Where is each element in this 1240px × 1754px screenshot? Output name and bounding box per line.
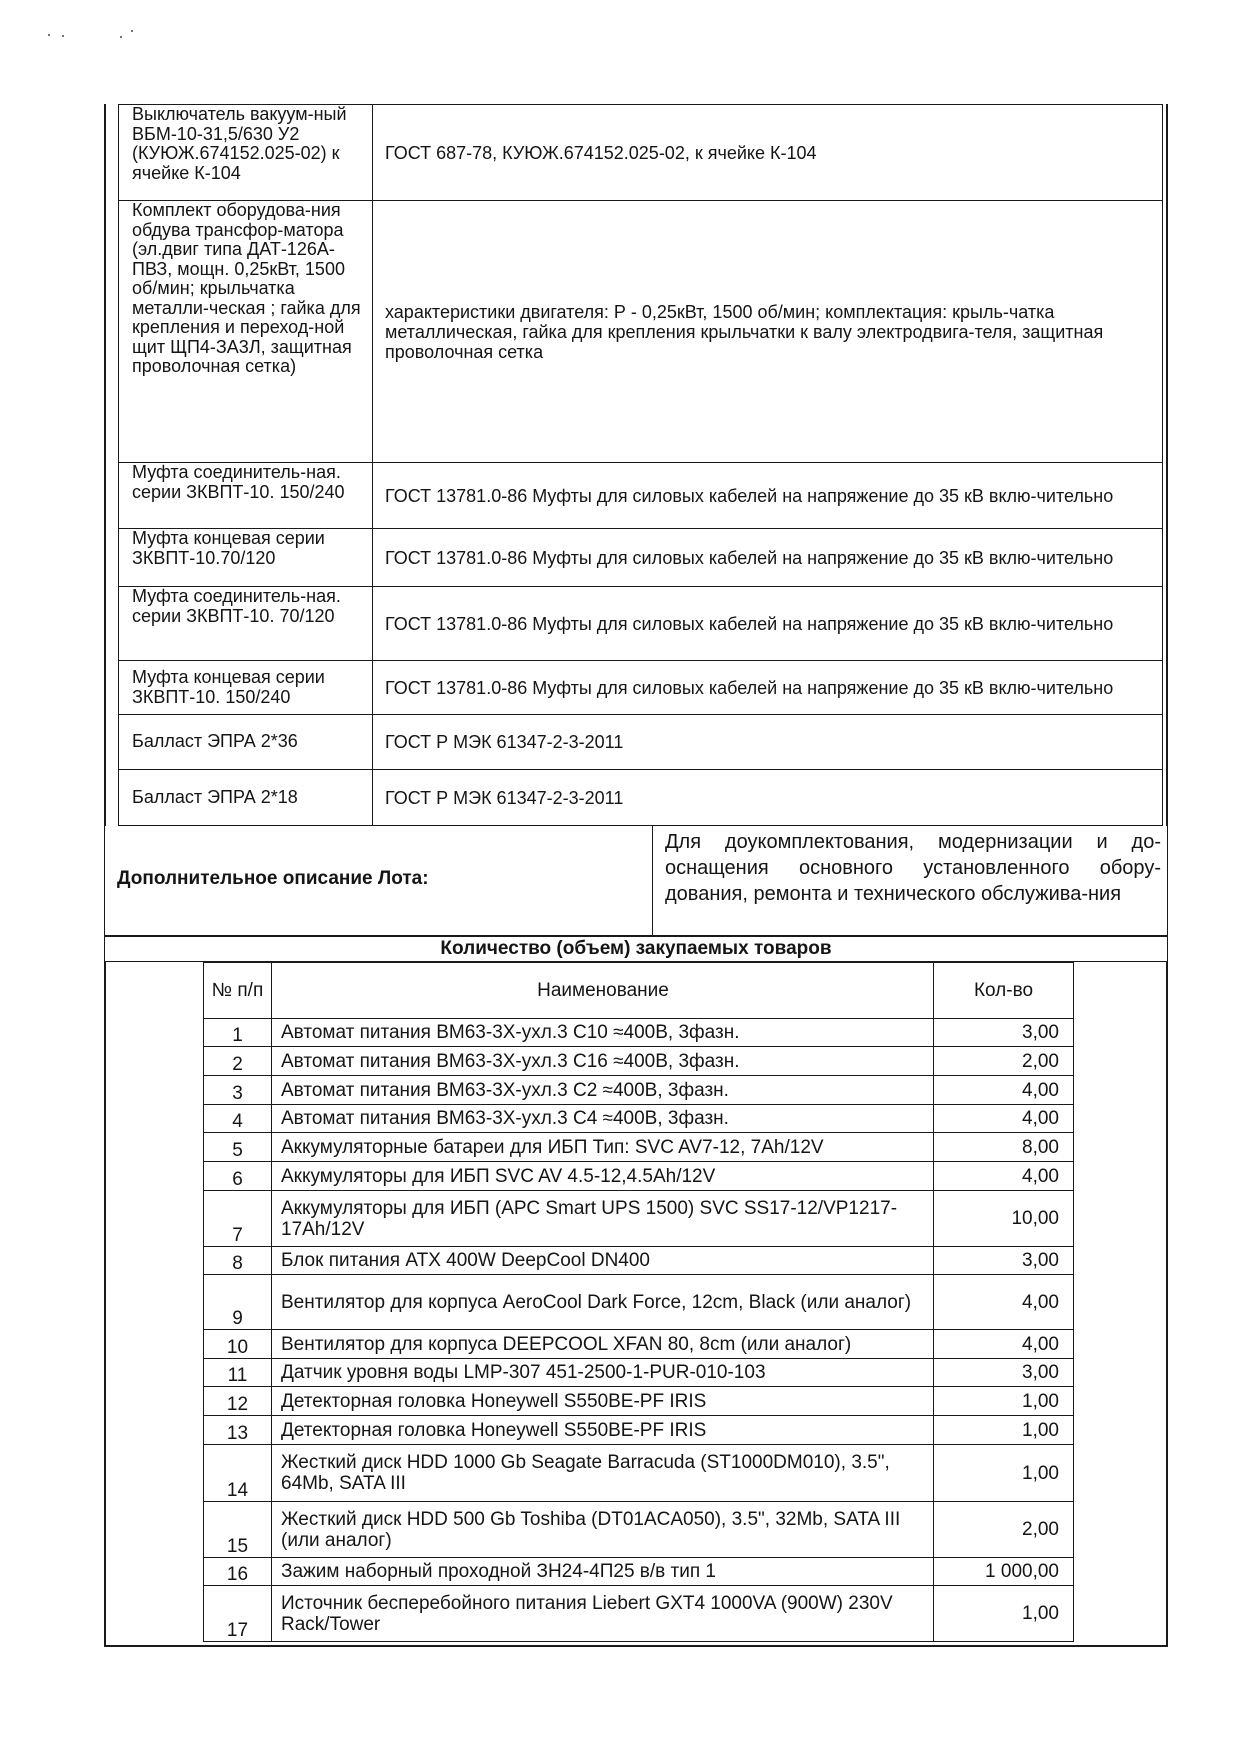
item-quantity: 4,00 (934, 1275, 1074, 1330)
item-name: Аккумуляторы для ИБП (АРС Smart UPS 1500) SVC SS17-12/VP1217-17Ah/12V (272, 1191, 934, 1247)
item-number: 17 (204, 1586, 272, 1642)
spec-name: Балласт ЭПРА 2*18 (119, 770, 373, 826)
item-name: Источник бесперебойного питания Liebert GXT4 1000VA (900W) 230V Rack/Tower (272, 1586, 934, 1642)
item-name: Детекторная головка Honeywell S550BE-PF IRIS (272, 1387, 934, 1416)
scan-speck (120, 36, 122, 38)
item-quantity: 3,00 (934, 1359, 1074, 1387)
item-name: Автомат питания ВМ63-3Х-ухл.3 С2 ≈400В, 3фазн. (272, 1076, 934, 1105)
item-number: 1 (204, 1019, 272, 1047)
item-quantity: 3,00 (934, 1019, 1074, 1047)
item-quantity: 1 000,00 (934, 1558, 1074, 1586)
page-frame-left (104, 962, 106, 1646)
spec-name: Муфта соединитель-ная. серии ЗКВПТ-10. 150/240 (119, 463, 373, 529)
spec-requirement: ГОСТ 687-78, КУЮЖ.674152.025-02, к ячейке К-104 (373, 105, 1163, 201)
table-row (204, 1191, 1074, 1247)
lot-description-label: Дополнительное описание Лота: (117, 868, 429, 889)
item-number: 5 (204, 1133, 272, 1162)
item-name: Детекторная головка Honeywell S550BE-PF IRIS (272, 1416, 934, 1445)
spec-row (119, 661, 1163, 715)
item-name: Вентилятор для корпуса AeroCool Dark Force, 12cm, Black (или аналог) (272, 1275, 934, 1330)
item-number: 6 (204, 1162, 272, 1191)
spec-row (119, 715, 1163, 770)
spec-row (119, 105, 1163, 201)
spec-name: Муфта соединитель-ная. серии ЗКВПТ-10. 70/120 (119, 587, 373, 661)
item-name: Жесткий диск HDD 500 Gb Toshiba (DT01ACA050), 3.5", 32Mb, SATA III (или аналог) (272, 1502, 934, 1558)
item-name: Датчик уровня воды LMP-307 451-2500-1-PUR-010-103 (272, 1359, 934, 1387)
table-row (204, 1359, 1074, 1387)
item-name: Автомат питания ВМ63-3Х-ухл.3 С4 ≈400В, 3фазн. (272, 1105, 934, 1133)
spec-requirement: ГОСТ 13781.0-86 Муфты для силовых кабелей на напряжение до 35 кВ вклю-чительно (373, 661, 1163, 715)
table-row (204, 1076, 1074, 1105)
header-name: Наименование (272, 963, 934, 1019)
table-row (204, 1416, 1074, 1445)
spec-requirement: ГОСТ 13781.0-86 Муфты для силовых кабелей на напряжение до 35 кВ вклю-чительно (373, 529, 1163, 587)
item-name: Аккумуляторные батареи для ИБП Тип: SVC AV7-12, 7Ah/12V (272, 1133, 934, 1162)
item-number: 4 (204, 1105, 272, 1133)
spec-name: Муфта концевая серии ЗКВПТ-10. 150/240 (119, 661, 373, 715)
item-quantity: 8,00 (934, 1133, 1074, 1162)
table-row (204, 1019, 1074, 1047)
item-quantity: 1,00 (934, 1416, 1074, 1445)
item-number: 16 (204, 1558, 272, 1586)
table-row (204, 1445, 1074, 1502)
item-quantity: 1,00 (934, 1387, 1074, 1416)
page-frame-right (1166, 962, 1168, 1646)
spec-requirement: ГОСТ Р МЭК 61347-2-3-2011 (373, 715, 1163, 770)
item-number: 2 (204, 1047, 272, 1076)
item-quantity: 4,00 (934, 1162, 1074, 1191)
item-quantity: 4,00 (934, 1076, 1074, 1105)
item-name: Автомат питания ВМ63-3Х-ухл.3 С16 ≈400В, 3фазн. (272, 1047, 934, 1076)
spec-name: Комплект оборудова-ния обдува трансфор-матора (эл.двиг типа ДАТ-126А-ПВЗ, мощн. 0,25кВт, 1500 об/мин; крыльчатка металли-ческая ; гайка для крепления и переход-ной щит ЩП4-ЗА3Л, защитная проволочная сетка) (119, 201, 373, 463)
item-number: 12 (204, 1387, 272, 1416)
spec-row (119, 770, 1163, 826)
item-number: 7 (204, 1191, 272, 1247)
item-quantity: 4,00 (934, 1105, 1074, 1133)
table-row (204, 1105, 1074, 1133)
items-header-row (204, 963, 1074, 1019)
item-number: 13 (204, 1416, 272, 1445)
spec-name: Муфта концевая серии ЗКВПТ-10.70/120 (119, 529, 373, 587)
header-quantity: Кол-во (934, 963, 1074, 1019)
spec-row (119, 463, 1163, 529)
table-row (204, 1502, 1074, 1558)
item-quantity: 10,00 (934, 1191, 1074, 1247)
scan-speck (62, 35, 64, 37)
page-frame-bottom (104, 1645, 1168, 1647)
item-number: 11 (204, 1359, 272, 1387)
table-row (204, 1586, 1074, 1642)
item-number: 15 (204, 1502, 272, 1558)
item-name: Зажим наборный проходной ЗН24-4П25 в/в тип 1 (272, 1558, 934, 1586)
spec-name: Выключатель вакуум-ный ВБМ-10-31,5/630 У2 (КУЮЖ.674152.025-02) к ячейке К-104 (119, 105, 373, 201)
table-row (204, 1162, 1074, 1191)
item-quantity: 1,00 (934, 1586, 1074, 1642)
table-row (204, 1047, 1074, 1076)
spec-row (119, 201, 1163, 463)
item-name: Вентилятор для корпуса DEEPCOOL XFAN 80, 8cm (или аналог) (272, 1330, 934, 1359)
spec-name: Балласт ЭПРА 2*36 (119, 715, 373, 770)
page-frame-right (1166, 104, 1168, 826)
item-number: 9 (204, 1275, 272, 1330)
spec-row (119, 587, 1163, 661)
item-quantity: 1,00 (934, 1445, 1074, 1502)
spec-requirement: ГОСТ 13781.0-86 Муфты для силовых кабелей на напряжение до 35 кВ вклю-чительно (373, 463, 1163, 529)
spec-table (118, 104, 1163, 826)
item-quantity: 2,00 (934, 1047, 1074, 1076)
item-name: Автомат питания ВМ63-3Х-ухл.3 С10 ≈400В, 3фазн. (272, 1019, 934, 1047)
item-quantity: 4,00 (934, 1330, 1074, 1359)
spec-requirement: ГОСТ 13781.0-86 Муфты для силовых кабелей на напряжение до 35 кВ вклю-чительно (373, 587, 1163, 661)
items-table (203, 962, 1074, 1642)
scan-speck (48, 34, 50, 36)
spec-requirement: ГОСТ Р МЭК 61347-2-3-2011 (373, 770, 1163, 826)
item-name: Жесткий диск HDD 1000 Gb Seagate Barracuda (ST1000DM010), 3.5", 64Mb, SATA III (272, 1445, 934, 1502)
table-row (204, 1387, 1074, 1416)
spec-row (119, 529, 1163, 587)
item-number: 3 (204, 1076, 272, 1105)
table-row (204, 1558, 1074, 1586)
item-number: 10 (204, 1330, 272, 1359)
quantity-heading: Количество (объем) закупаемых товаров (104, 936, 1168, 962)
table-row (204, 1133, 1074, 1162)
table-row (204, 1330, 1074, 1359)
item-name: Блок питания ATX 400W DeepCool DN400 (272, 1247, 934, 1275)
item-number: 8 (204, 1247, 272, 1275)
page-frame-left (104, 104, 106, 826)
spec-requirement: характеристики двигателя: Р - 0,25кВт, 1500 об/мин; комплектация: крыль-чатка металлическая, гайка для крепления крыльчатки к валу электродвига-теля, защитная проволочная сетка (373, 201, 1163, 463)
header-number: № п/п (204, 963, 272, 1019)
scan-speck (131, 30, 133, 32)
item-number: 14 (204, 1445, 272, 1502)
lot-description-block (104, 826, 1168, 936)
lot-description-value: Для доукомплектования, модернизации и до-оснащения основного установленного обору-дования, ремонта и технического обслужива-ния (652, 826, 1169, 936)
item-quantity: 2,00 (934, 1502, 1074, 1558)
item-name: Аккумуляторы для ИБП SVC AV 4.5-12,4.5Ah/12V (272, 1162, 934, 1191)
item-quantity: 3,00 (934, 1247, 1074, 1275)
table-row (204, 1275, 1074, 1330)
table-row (204, 1247, 1074, 1275)
